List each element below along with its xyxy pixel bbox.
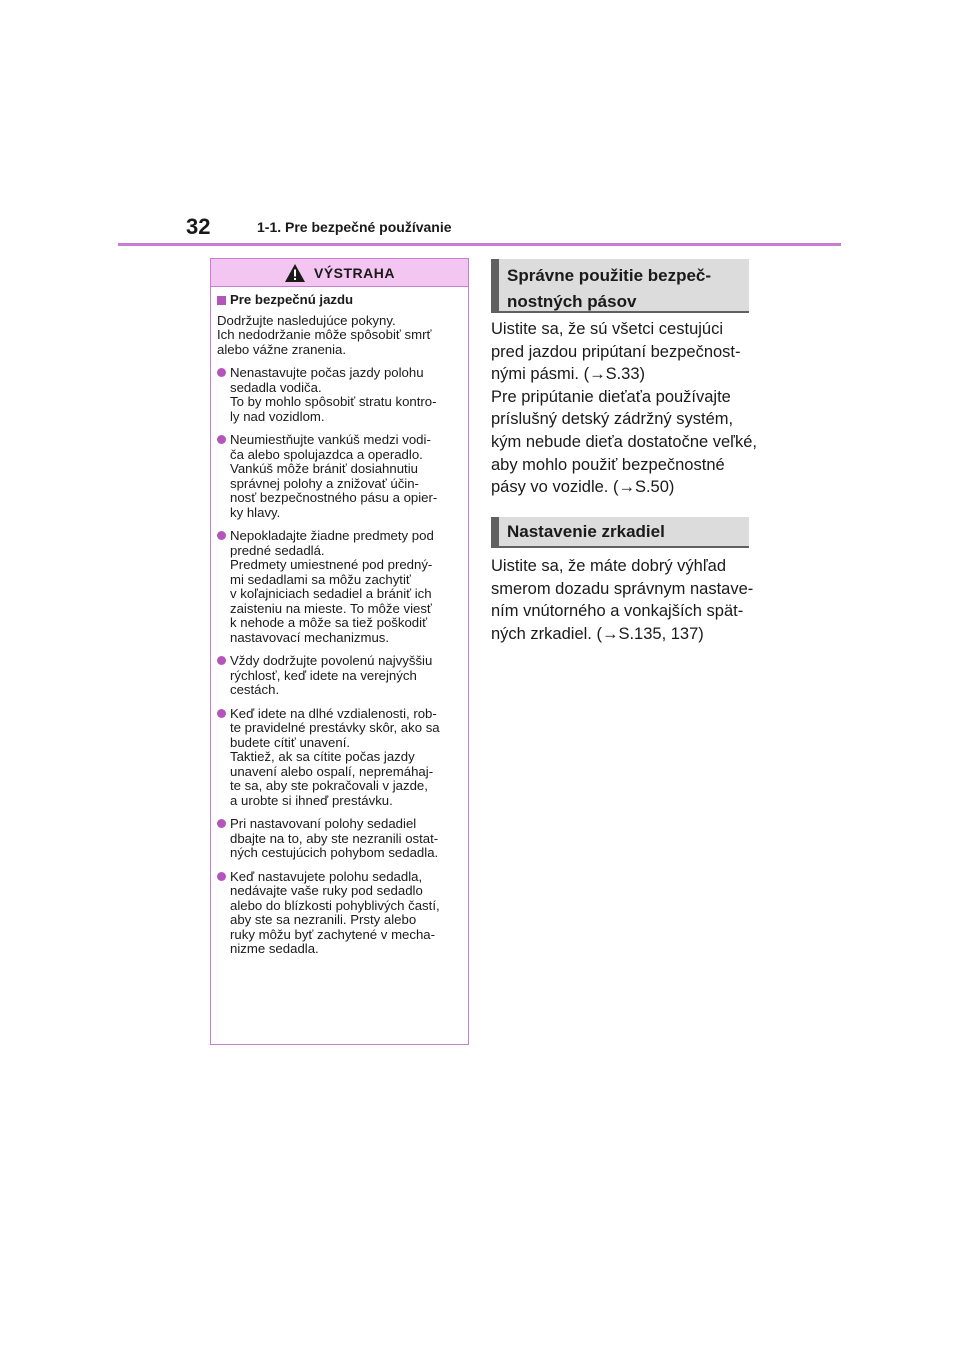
warning-bullet <box>217 817 462 861</box>
warning-header <box>211 259 468 287</box>
header-rule <box>118 243 841 246</box>
warning-bullet <box>217 707 462 809</box>
section-heading-seatbelts <box>491 259 749 313</box>
warning-intro <box>217 314 462 358</box>
paragraph-line-link[interactable]: nými pásmi. (→S.33) <box>491 365 646 384</box>
heading-line: nostných pásov <box>507 292 637 311</box>
paragraph-line-link[interactable]: pásy vo vozidle. (→S.50) <box>491 478 675 497</box>
bullet-line: aby ste sa nezranili. Prsty alebo <box>230 912 417 927</box>
bullet-line: Predmety umiestnené pod predný- <box>230 557 433 572</box>
bullet-line: k nehode a môže sa tiež poškodiť <box>230 615 428 630</box>
circle-bullet-icon <box>217 435 226 444</box>
circle-bullet-icon <box>217 872 226 881</box>
paragraph-line: aby mohlo použiť bezpečnostné <box>491 455 725 474</box>
bullet-line: Vždy dodržujte povolenú najvyššiu <box>230 653 433 668</box>
bullet-line: správnej polohy a znižovať účin- <box>230 475 419 491</box>
circle-bullet-icon <box>217 368 226 377</box>
paragraph-line: kým nebude dieťa dostatočne veľké, <box>491 432 757 451</box>
bullet-line: ných cestujúcich pohybom sedadla. <box>230 845 439 860</box>
bullet-line: cestách. <box>230 682 280 697</box>
bullet-line: ča alebo spolujazdca a operadlo. <box>230 446 423 462</box>
bullet-line: Nepokladajte žiadne predmety pod <box>230 528 434 543</box>
bullet-line: Keď idete na dlhé vzdialenosti, rob- <box>230 705 437 721</box>
warning-bullet <box>217 654 462 698</box>
bullet-line: Pri nastavovaní polohy sedadiel <box>230 816 417 831</box>
seatbelts-paragraph <box>491 318 757 499</box>
paragraph-line: Uistite sa, že sú všetci cestujúci <box>491 320 723 338</box>
warning-body <box>211 287 468 957</box>
bullet-line: dbajte na to, aby ste nezranili ostat- <box>230 830 439 846</box>
warning-triangle-icon <box>284 263 306 283</box>
bullet-line: Neumiestňujte vankúš medzi vodi- <box>230 432 431 447</box>
bullet-line: a urobte si ihneď prestávku. <box>230 792 393 808</box>
bullet-line: Taktiež, ak sa cítite počas jazdy <box>230 749 415 764</box>
page-number: 32 <box>186 214 211 239</box>
bullet-line: nosť bezpečnostného pásu a opier- <box>230 490 438 505</box>
section-heading-mirrors <box>491 517 749 548</box>
mirrors-paragraph <box>491 555 753 645</box>
warning-bullet <box>217 529 462 645</box>
paragraph-line: pred jazdou pripútaní bezpečnost- <box>491 342 741 361</box>
bullet-line: predné sedadlá. <box>230 542 325 558</box>
paragraph-line: Uistite sa, že máte dobrý výhľad <box>491 557 726 575</box>
section-title: 1-1. Pre bezpečné používanie <box>257 219 452 235</box>
warning-box <box>210 258 469 1045</box>
square-bullet-icon <box>217 296 226 305</box>
warning-bullet <box>217 433 462 520</box>
warning-subheading <box>217 293 462 308</box>
heading-line: Správne použitie bezpeč- <box>507 266 712 285</box>
paragraph-line-link[interactable]: ných zrkadiel. (→S.135, 137) <box>491 624 704 643</box>
bullet-line: rýchlosť, keď idete na verejných <box>230 667 417 683</box>
paragraph-line: ním vnútorného a vonkajších spät- <box>491 602 744 621</box>
warning-title: VÝSTRAHA <box>313 264 395 281</box>
intro-line: alebo vážne zranenia. <box>217 341 347 357</box>
bullet-line: te pravidelné prestávky skôr, ako sa <box>230 720 440 735</box>
heading-line: Nastavenie zrkadiel <box>507 522 665 541</box>
intro-line: Dodržujte nasledujúce pokyny. <box>217 312 396 328</box>
bullet-line: zaisteniu na mieste. To môže viesť <box>230 600 432 616</box>
bullet-line: mi sedadlami sa môžu zachytiť <box>230 571 411 587</box>
bullet-line: nastavovací mechanizmus. <box>230 629 390 645</box>
bullet-line: sedadla vodiča. <box>230 379 322 395</box>
circle-bullet-icon <box>217 709 226 718</box>
bullet-line: te sa, aby ste pokračovali v jazde, <box>230 778 428 793</box>
paragraph-line: smerom dozadu správnym nastave- <box>491 579 754 598</box>
bullet-line: ruky môžu byť zachytené v mecha- <box>230 926 436 942</box>
bullet-line: unavení alebo ospalí, nepremáhaj- <box>230 763 434 779</box>
bullet-line: Vankúš môže brániť dosiahnutiu <box>230 461 418 476</box>
bullet-line: nedávajte vaše ruky pod sedadlo <box>230 883 423 898</box>
warning-bullet <box>217 366 462 424</box>
bullet-line: To by mohlo spôsobiť stratu kontro- <box>230 394 437 409</box>
bullet-line: nizme sedadla. <box>230 941 319 956</box>
circle-bullet-icon <box>217 531 226 540</box>
bullet-line: Nenastavujte počas jazdy polohu <box>230 365 424 380</box>
bullet-line: ly nad vozidlom. <box>230 408 325 424</box>
paragraph-line: príslušný detský zádržný systém, <box>491 410 734 429</box>
circle-bullet-icon <box>217 656 226 665</box>
intro-line: Ich nedodržanie môže spôsobiť smrť <box>217 327 432 342</box>
bullet-line: v koľajniciach sedadiel a brániť ich <box>230 586 432 601</box>
bullet-line: alebo do blízkosti pohyblivých častí, <box>230 897 440 913</box>
circle-bullet-icon <box>217 819 226 828</box>
bullet-line: Keď nastavujete polohu sedadla, <box>230 868 423 884</box>
bullet-line: ky hlavy. <box>230 504 281 520</box>
warning-bullet <box>217 870 462 957</box>
warning-subheading-text: Pre bezpečnú jazdu <box>230 292 354 307</box>
paragraph-line: Pre pripútanie dieťaťa používajte <box>491 387 731 406</box>
bullet-line: budete cítiť unavení. <box>230 734 351 750</box>
